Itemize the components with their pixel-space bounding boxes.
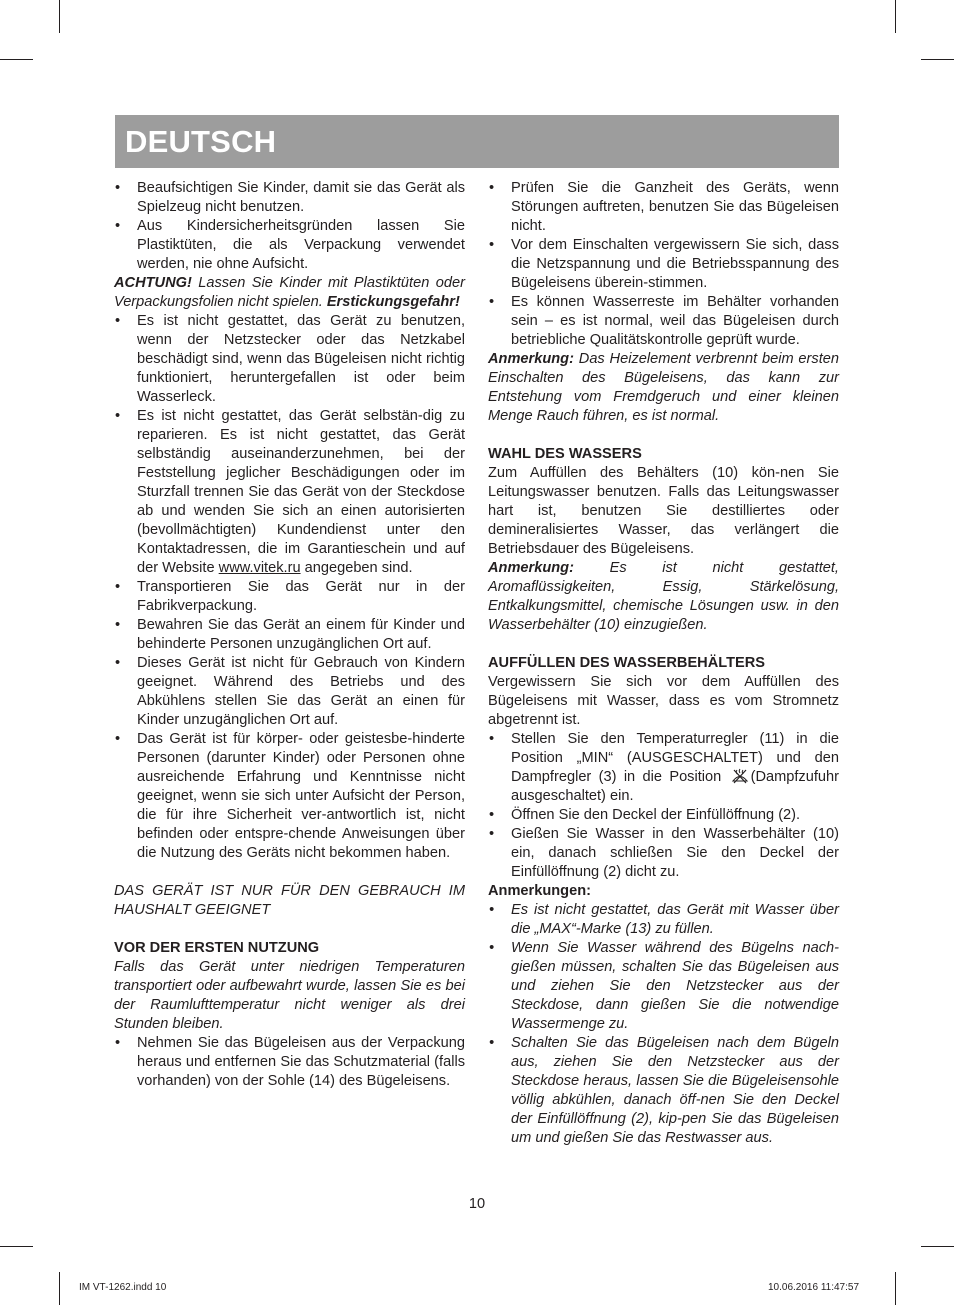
crop-mark bbox=[0, 59, 33, 60]
first-use-paragraph: Falls das Gerät unter niedrigen Temperaturen transportiert oder aufbewahrt wurde, lassen Sie es bei der Raumlufttemperatur nicht weniger als drei Stunden bleiben. bbox=[114, 959, 465, 1032]
list-item: • Öffnen Sie den Deckel der Einfüllöffnung (2). bbox=[489, 807, 801, 823]
list-item: • Dieses Gerät ist nicht für Gebrauch von Kindern geeignet. Während des Betriebs und des Abkühlens stellen Sie das Gerät an einen für Kinder unzugänglichen Ort auf. bbox=[115, 655, 465, 728]
list-item: • Nehmen Sie das Bügeleisen aus der Verpackung heraus und entfernen Sie das Schutzmaterial (falls vorhanden) von der Sohle (14) des Bügeleisens. bbox=[115, 1035, 465, 1089]
bullet-list bbox=[114, 1034, 465, 1091]
list-item: • Gießen Sie Wasser in den Wasserbehälter (10) ein, danach schließen Sie den Deckel der Einfüllöffnung (2) dicht zu. bbox=[489, 826, 839, 880]
note-label: Anmerkung: bbox=[488, 560, 574, 576]
household-note: DAS GERÄT IST NUR FÜR DEN GEBRAUCH IM HAUSHALT GEEIGNET bbox=[114, 883, 465, 918]
crop-mark bbox=[895, 0, 896, 33]
warning-label: ACHTUNG! bbox=[114, 275, 192, 291]
note-label: Anmerkung: bbox=[488, 351, 574, 367]
list-item: • Es ist nicht gestattet, das Gerät mit Wasser über die „MAX“-Marke (13) zu füllen. bbox=[489, 902, 839, 937]
list-item: • Aus Kindersicherheitsgründen lassen Sie Plastiktüten, die als Verpackung verwendet werden, nie ohne Aufsicht. bbox=[115, 218, 465, 272]
crop-mark bbox=[0, 1246, 33, 1247]
list-item: • Wenn Sie Wasser während des Bügelns nach-gießen müssen, schalten Sie das Bügeleisen aus und ziehen Sie den Netzstecker aus der Steckdose, dann gießen Sie die notwendige Wassermenge zu. bbox=[489, 940, 839, 1032]
list-item: • Vor dem Einschalten vergewissern Sie sich, dass die Netzspannung und die Betriebsspannung des Bügeleisens überein-stimmen. bbox=[489, 237, 839, 291]
page-title: DEUTSCH bbox=[125, 124, 277, 159]
footer-file-info: IM VT-1262.indd 10 bbox=[79, 1282, 167, 1293]
water-paragraph: Zum Auffüllen des Behälters (10) kön-nen Sie Leitungswasser benutzen. Falls das Leitungswasser hart ist, benutzen Sie destilliertes oder demineralisiertes Wasser, das verlängert die Betriebsdauer des Bügeleisens. bbox=[488, 465, 839, 557]
crop-mark bbox=[895, 1272, 896, 1305]
notes-heading: Anmerkungen: bbox=[488, 883, 591, 899]
list-item: • Bewahren Sie das Gerät an einem für Kinder und behinderte Personen unzugänglichen Ort auf. bbox=[115, 617, 465, 652]
note-paragraph: Anmerkung: Es ist nicht gestattet, Aromaflüssigkeiten, Essig, Stärkelösung, Entkalkungsmittel, chemische Lösungen usw. in den Wasserbehälter (10) einzugießen. bbox=[488, 560, 839, 633]
list-item: • Schalten Sie das Bügeleisen nach dem Bügeln aus, ziehen Sie den Netzstecker aus der Steckdose heraus, lassen Sie die Bügeleisensohle völlig abkühlen, danach öff-nen Sie den Deckel der Einfüllöffnung (2), kip-pen Sie das Bügeleisen um und gießen Sie das Restwasser aus. bbox=[489, 1035, 839, 1146]
warning-paragraph: ACHTUNG! Lassen Sie Kinder mit Plastiktüten oder Verpackungsfolien nicht spielen. Erstickungsgefahr! bbox=[114, 275, 465, 310]
language-header-bar bbox=[115, 115, 839, 168]
list-item: • Es ist nicht gestattet, das Gerät selbstän-dig zu reparieren. Es ist nicht gestattet, das Gerät selbständig auseinanderzunehmen, bei der Feststellung jeglicher Beschädigungen oder im Sturzfall trennen Sie das Gerät von der Steckdose ab und wenden Sie sich an einen autorisierten (bevollmächtigten) Kundendienst unter den Kontaktadressen, die im Garantieschein und auf der Website www.vitek.ru angegeben sind. bbox=[115, 408, 465, 576]
list-item: • Das Gerät ist für körper- oder geistesbe-hinderte Personen (darunter Kinder) oder Personen ohne ausreichende Erfahrung und Kenntnisse nicht geeignet, wenn sie sich unter Aufsicht der Person, die für ihre Sicherheit ver-antwortlich ist, nicht befinden oder entspre-chende Anweisungen über die Nutzung des Geräts nicht bekommen haben. bbox=[115, 731, 465, 861]
note-paragraph: Anmerkung: Das Heizelement verbrennt beim ersten Einschalten des Bügeleisens, das kann zur Entstehung vom Fremdgeruch und einer kleinen Menge Rauch führen, es ist normal. bbox=[488, 351, 839, 424]
bullet-list bbox=[488, 901, 839, 1148]
list-item: • Stellen Sie den Temperaturregler (11) in die Position „MIN“ (AUSGESCHALTET) und den Dampfregler (3) in die Position (Dampfzufuhr ausgeschaltet) ein. bbox=[489, 731, 839, 804]
bullet-list bbox=[488, 179, 839, 350]
bullet-list bbox=[488, 730, 839, 882]
crop-mark bbox=[59, 0, 60, 33]
list-item: • Prüfen Sie die Ganzheit des Geräts, wenn Störungen auftreten, benutzen Sie das Bügeleisen nicht. bbox=[489, 180, 839, 234]
steam-off-icon bbox=[731, 768, 749, 784]
website-link[interactable]: www.vitek.ru bbox=[218, 560, 301, 576]
page-number: 10 bbox=[468, 1196, 486, 1212]
section-heading: VOR DER ERSTEN NUTZUNG bbox=[114, 940, 320, 956]
crop-mark bbox=[921, 59, 954, 60]
footer-timestamp: 10.06.2016 11:47:57 bbox=[768, 1282, 860, 1293]
bullet-list bbox=[114, 179, 465, 274]
right-column bbox=[488, 179, 839, 1148]
list-item: • Es ist nicht gestattet, das Gerät zu benutzen, wenn der Netzstecker oder das Netzkabel beschädigt sind, wenn das Bügeleisen nicht richtig funktioniert, heruntergefallen ist oder beim Wasserleck. bbox=[115, 313, 465, 405]
bullet-list bbox=[114, 312, 465, 863]
left-column bbox=[114, 179, 465, 1091]
crop-mark bbox=[59, 1272, 60, 1305]
list-item: • Transportieren Sie das Gerät nur in der Fabrikverpackung. bbox=[115, 579, 465, 614]
section-heading: AUFFÜLLEN DES WASSERBEHÄLTERS bbox=[488, 655, 766, 671]
crop-mark bbox=[921, 1246, 954, 1247]
list-item: • Es können Wasserreste im Behälter vorhanden sein – es ist normal, weil das Bügeleisen durch betriebliche Qualitätskontrolle geprüft wurde. bbox=[489, 294, 839, 348]
section-heading: WAHL DES WASSERS bbox=[488, 446, 642, 462]
list-item: • Beaufsichtigen Sie Kinder, damit sie das Gerät als Spielzeug nicht benutzen. bbox=[115, 180, 465, 215]
fill-paragraph: Vergewissern Sie sich vor dem Auffüllen des Bügeleisens mit Wasser, dass es vom Stromnetz abgetrennt ist. bbox=[488, 674, 839, 728]
